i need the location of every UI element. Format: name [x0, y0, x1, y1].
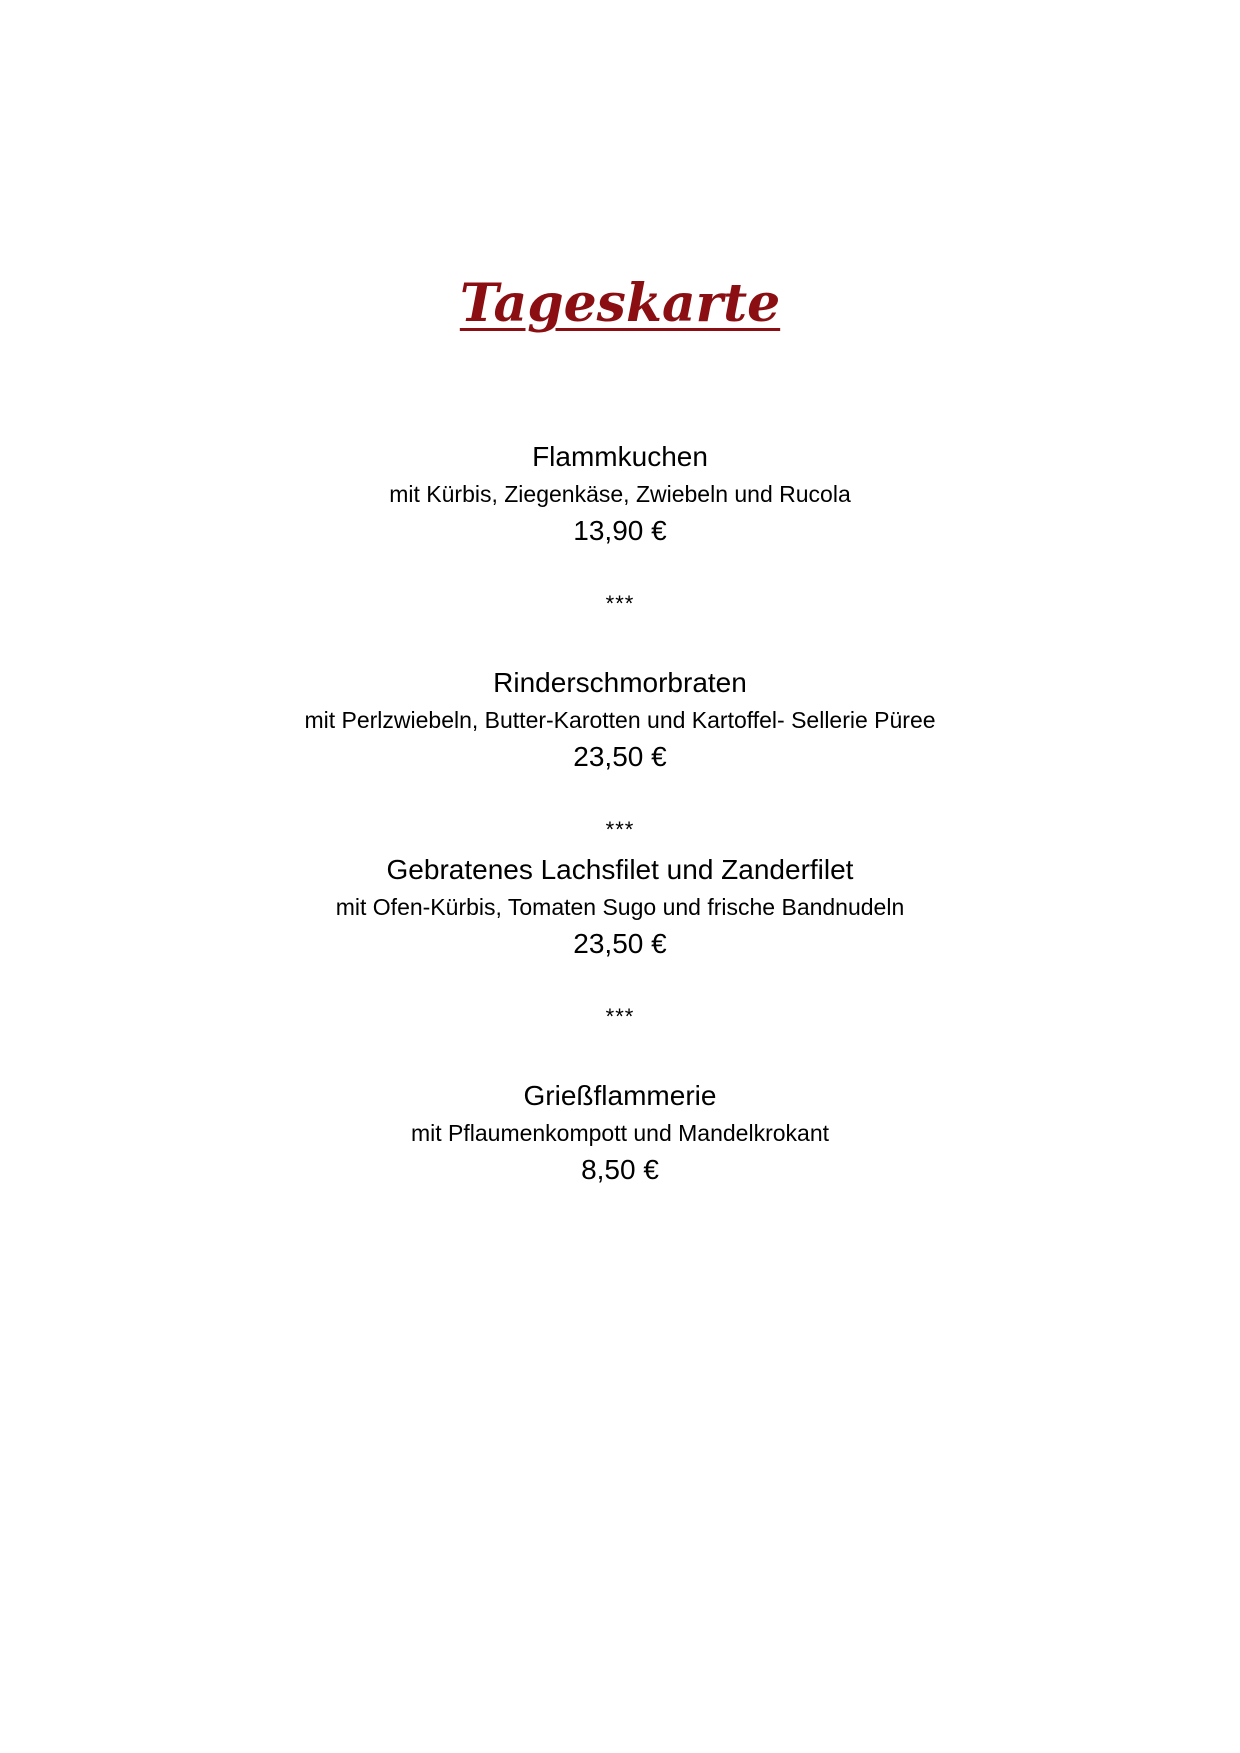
dish-description: mit Pflaumenkompott und Mandelkrokant [410, 1120, 830, 1146]
dish-price: 23,50 € [573, 928, 667, 959]
dish-description: mit Kürbis, Ziegenkäse, Zwiebeln und Rucola [389, 481, 851, 507]
dish-name: Grießflammerie [523, 1080, 717, 1111]
separator: *** [605, 817, 635, 842]
dish-name: Flammkuchen [532, 441, 708, 472]
dish-price: 13,90 € [573, 515, 667, 546]
dish-price: 23,50 € [573, 741, 667, 772]
separator: *** [605, 1004, 635, 1029]
separator: *** [605, 591, 635, 616]
dish-name: Rinderschmorbraten [493, 667, 747, 698]
dish-description: mit Perlzwiebeln, Butter-Karotten und Kartoffel- Sellerie Püree [304, 707, 936, 733]
dish-name: Gebratenes Lachsfilet und Zanderfilet [386, 854, 854, 885]
dish-price: 8,50 € [581, 1154, 659, 1185]
dish-description: mit Ofen-Kürbis, Tomaten Sugo und frische Bandnudeln [335, 894, 905, 920]
page-title: Tageskarte [459, 273, 781, 334]
